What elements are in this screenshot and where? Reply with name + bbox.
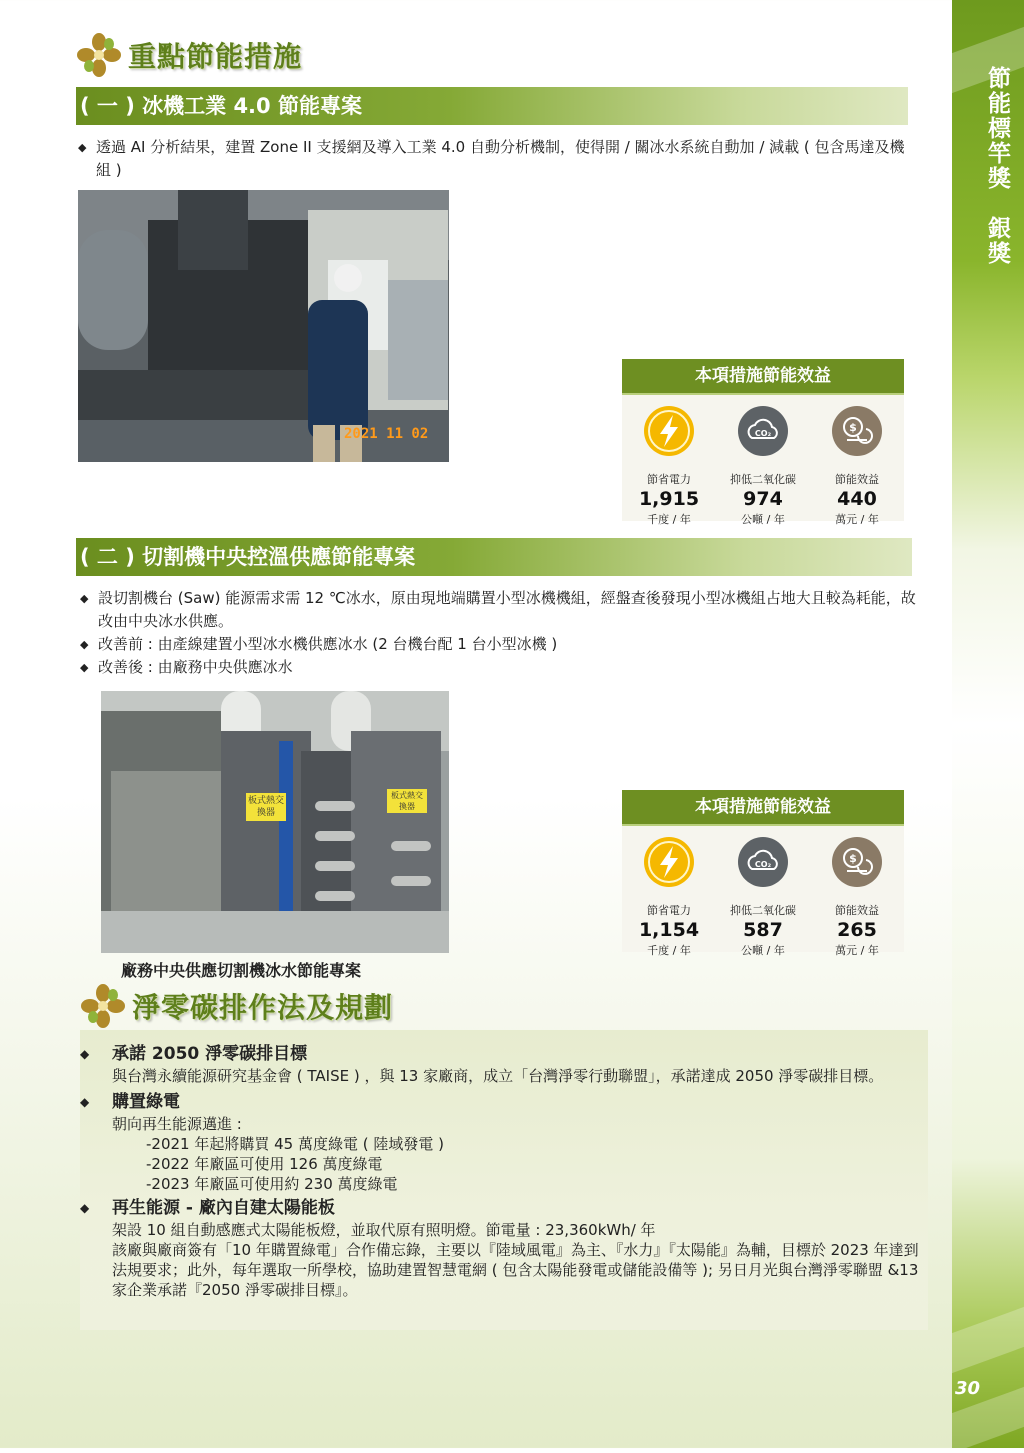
page-number: 30: [955, 1378, 981, 1399]
benefit-savings: $ 節能效益 265 萬元 / 年: [812, 836, 902, 958]
list-item: ◆ 承諾 2050 淨零碳排目標: [80, 1044, 308, 1064]
list-item: ◆ 購置綠電: [80, 1092, 180, 1112]
photo-date-stamp: 2021 11 02: [344, 426, 429, 442]
equipment-label: 板式熱交換器: [247, 796, 284, 818]
flower-logo-icon: [80, 983, 126, 1029]
svg-text:$: $: [849, 421, 857, 434]
diamond-bullet-icon: ◆: [80, 638, 89, 651]
diamond-bullet-icon: ◆: [78, 141, 87, 154]
benefit-co2: CO₂ 抑低二氧化碳 974 公噸 / 年: [718, 405, 808, 527]
section-heading-key-measures: [76, 32, 302, 78]
svg-text:$: $: [849, 852, 857, 865]
svg-text:CO₂: CO₂: [754, 860, 772, 869]
benefits-header: 本項措施節能效益: [622, 790, 904, 826]
benefit-electricity: 節省電力 1,154 千度 / 年: [624, 836, 714, 958]
benefits-header: 本項措施節能效益: [622, 359, 904, 395]
section-title: 淨零碳排作法及規劃: [132, 991, 394, 1024]
lightning-icon: [643, 836, 695, 888]
benefit-co2: CO₂ 抑低二氧化碳 587 公噸 / 年: [718, 836, 808, 958]
flower-logo-icon: [76, 32, 122, 78]
svg-text:CO₂: CO₂: [754, 429, 772, 438]
coin-icon: [831, 836, 883, 888]
diamond-bullet-icon: ◆: [80, 661, 89, 674]
co2-cloud-icon: [737, 836, 789, 888]
sidebar-title: 節能標竿獎 銀獎: [984, 66, 1010, 266]
project1-benefits-box: [622, 359, 904, 526]
section-title: 重點節能措施: [128, 40, 303, 73]
project1-bullets: [78, 136, 918, 182]
section-heading-net-zero: [80, 983, 393, 1029]
chiller-room-photo: [78, 190, 449, 462]
coin-icon: [831, 405, 883, 457]
lightning-icon: [643, 405, 695, 457]
list-item: ◆ 改善前 : 由產線建置小型冰水機供應冰水 (2 台機台配 1 台小型冰機 ): [80, 633, 925, 656]
project2-title-bar: ( 二 ) 切割機中央控溫供應節能專案: [76, 538, 912, 576]
diamond-bullet-icon: ◆: [80, 1201, 90, 1215]
project1-title-bar: ( 一 ) 冰機工業 4.0 節能專案: [76, 87, 908, 125]
heat-exchanger-photo: [101, 691, 449, 953]
benefit-electricity: 節省電力 1,915 千度 / 年: [624, 405, 714, 527]
diamond-bullet-icon: ◆: [80, 1047, 90, 1061]
co2-cloud-icon: [737, 405, 789, 457]
project2-benefits-box: [622, 790, 904, 957]
project2-bullets: [80, 587, 925, 679]
diamond-bullet-icon: ◆: [80, 1095, 90, 1109]
photo-caption: 廠務中央供應切割機冰水節能專案: [121, 961, 362, 980]
list-item: ◆ 透過 AI 分析結果，建置 Zone II 支援網及導入工業 4.0 自動分析機制，使得開 / 關冰水系統自動加 / 減載 ( 包含馬達及機組 ): [78, 136, 918, 182]
diamond-bullet-icon: ◆: [80, 592, 89, 605]
net-zero-list: ◆ 承諾 2050 淨零碳排目標 與台灣永續能源研究基金會 ( TAISE ) ，與 13 家廠商，成立「台灣淨零行動聯盟」，承諾達成 2050 淨零碳排目標。 ◆ 購置綠電 朝向再生能源邁進 : -2021 年起將購買 45 萬度綠電 ( 陸域發電 ) -2022 年廠區可使用 126 萬度綠電 -2023 年廠區可使用約 230 萬度綠電 ◆ 再生能源 - 廠內自建太陽能板 架設 10 組自動感應式太陽能板燈，並取代原有照明燈。節電量 : 23,360kWh/ 年 該廠與廠商簽有「10 年購置綠電」合作備忘錄，主要以『陸域風電』為主、『水力』『太陽能』為輔，目標於 2023 年達到法規要求；此外，每年選取一所學校，協助建置智慧電網 ( 包含太陽能發電或儲能設備等 ); 另日月光與台灣淨零聯盟 &13 家企業承諾『2050 淨零碳排目標』。: [80, 1042, 930, 1300]
list-item: ◆ 再生能源 - 廠內自建太陽能板: [80, 1198, 335, 1218]
benefit-savings: $ 節能效益 440 萬元 / 年: [812, 405, 902, 527]
list-item: ◆ 改善後 : 由廠務中央供應冰水: [80, 656, 925, 679]
equipment-label: 板式熱交換器: [391, 791, 423, 811]
list-item: ◆ 設切割機台 (Saw) 能源需求需 12 ℃冰水，原由現地端購置小型冰機機組，經盤查後發現小型冰機組占地大且較為耗能，故改由中央冰水供應。: [80, 587, 925, 633]
